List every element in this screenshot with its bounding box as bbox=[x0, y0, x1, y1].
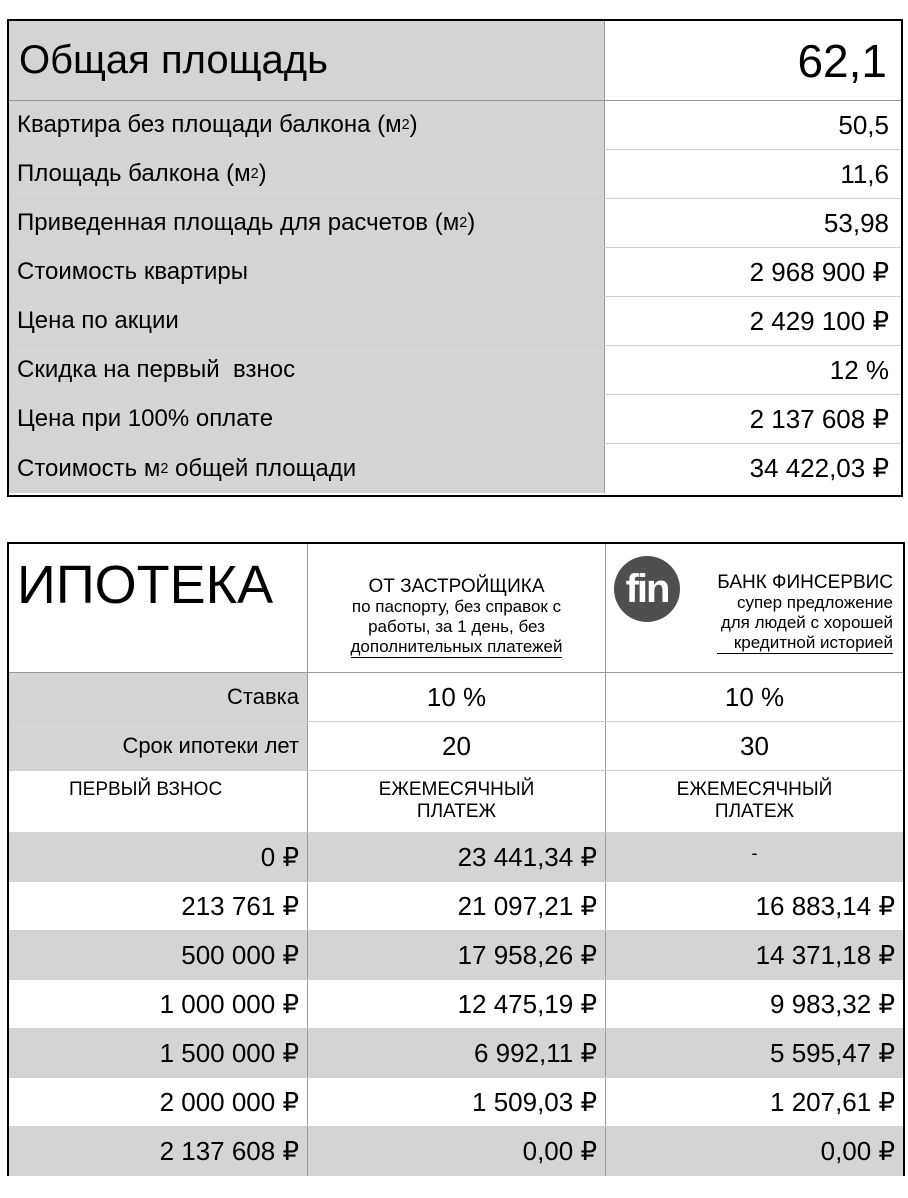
area-row-value: 34 422,03 ₽ bbox=[605, 444, 901, 493]
bank-payment-value: - bbox=[751, 843, 758, 863]
column-header-row bbox=[9, 771, 903, 833]
monthly-header-line2: ПЛАТЕЖ bbox=[714, 801, 795, 822]
label-text: Скидка на первый взнос bbox=[17, 356, 296, 383]
label-text: Цена по акции bbox=[17, 307, 179, 334]
developer-payment-value: 0,00 ₽ bbox=[308, 1127, 606, 1176]
area-row bbox=[9, 101, 901, 150]
payment-row bbox=[9, 980, 903, 1029]
term-row bbox=[9, 722, 903, 771]
area-row-value: 53,98 bbox=[605, 199, 901, 247]
down-payment-value: 1 500 000 ₽ bbox=[9, 1029, 308, 1077]
term-bank: 30 bbox=[606, 722, 903, 770]
bank-payment-value: 9 983,32 ₽ bbox=[770, 988, 895, 1019]
label-text: Цена при 100% оплате bbox=[17, 405, 274, 432]
mortgage-title: ИПОТЕКА bbox=[9, 544, 308, 672]
bank-text bbox=[717, 572, 893, 654]
bank-desc-1: супер предложение bbox=[736, 593, 893, 612]
bank-monthly-header bbox=[606, 771, 903, 832]
area-table bbox=[7, 19, 903, 497]
area-row bbox=[9, 346, 901, 395]
label-text: Стоимость м bbox=[17, 454, 161, 482]
payment-row bbox=[9, 1029, 903, 1078]
developer-payment-value: 6 992,11 ₽ bbox=[308, 1029, 606, 1077]
bank-payment-value: 0,00 ₽ bbox=[820, 1136, 895, 1166]
label-text-end: ) bbox=[467, 209, 476, 236]
down-payment-value: 2 000 000 ₽ bbox=[9, 1078, 308, 1126]
term-developer: 20 bbox=[308, 722, 606, 770]
area-row bbox=[9, 297, 901, 346]
developer-header bbox=[308, 544, 606, 672]
bank-payment-value: 1 207,61 ₽ bbox=[770, 1086, 895, 1117]
area-row-value: 11,6 bbox=[605, 150, 901, 198]
bank-header bbox=[606, 544, 903, 672]
label-text: Площадь балкона (м bbox=[17, 160, 251, 187]
area-row-label bbox=[9, 395, 605, 443]
mortgage-table bbox=[7, 542, 905, 1176]
label-text-end: общей площади bbox=[168, 454, 357, 482]
developer-payment-value: 1 509,03 ₽ bbox=[308, 1078, 606, 1126]
bank-payment-value: 5 595,47 ₽ bbox=[770, 1037, 895, 1068]
rate-developer: 10 % bbox=[308, 673, 606, 721]
monthly-header-line2: ПЛАТЕЖ bbox=[416, 801, 497, 822]
down-payment-value: 1 000 000 ₽ bbox=[9, 980, 308, 1028]
bank-payment-value: 16 883,14 ₽ bbox=[755, 890, 895, 921]
area-row-label: Приведенная площадь для расчетов (м 2 ) bbox=[9, 199, 605, 247]
finservice-logo: fin bbox=[614, 556, 680, 622]
label-text-end: ) bbox=[258, 160, 267, 187]
area-header-row bbox=[9, 21, 901, 101]
developer-desc-2: работы, за 1 день, без bbox=[368, 617, 545, 636]
area-row-label bbox=[9, 297, 605, 345]
area-row-value: 2 968 900 ₽ bbox=[605, 248, 901, 296]
area-row-label bbox=[9, 346, 605, 394]
area-row bbox=[9, 444, 901, 493]
down-payment-value: 0 ₽ bbox=[9, 833, 308, 881]
down-payment-value: 213 761 ₽ bbox=[9, 882, 308, 930]
payment-row bbox=[9, 1127, 903, 1176]
developer-desc-1: по паспорту, без справок с bbox=[351, 597, 562, 616]
developer-payment-value: 17 958,26 ₽ bbox=[308, 931, 606, 979]
area-row-label: Квартира без площади балкона (м 2 ) bbox=[9, 101, 605, 149]
developer-payment-value: 12 475,19 ₽ bbox=[308, 980, 606, 1028]
developer-monthly-header bbox=[308, 771, 606, 832]
developer-desc-3: дополнительных платежей bbox=[350, 637, 563, 656]
payment-row bbox=[9, 882, 903, 931]
payment-row bbox=[9, 833, 903, 882]
label-text: Стоимость квартиры bbox=[17, 258, 248, 285]
rate-row bbox=[9, 673, 903, 722]
down-payment-header: ПЕРВЫЙ ВЗНОС bbox=[9, 771, 308, 832]
area-total: 62,1 bbox=[605, 21, 901, 100]
area-row bbox=[9, 150, 901, 199]
bank-desc-2: для людей с хорошей bbox=[720, 613, 893, 632]
down-payment-value: 2 137 608 ₽ bbox=[9, 1127, 308, 1176]
developer-payment-value: 23 441,34 ₽ bbox=[308, 833, 606, 881]
area-row-value: 50,5 bbox=[605, 101, 901, 149]
area-row bbox=[9, 248, 901, 297]
term-label: Срок ипотеки лет bbox=[9, 722, 308, 770]
label-text: Приведенная площадь для расчетов (м bbox=[17, 209, 460, 236]
monthly-header-line1: ЕЖЕМЕСЯЧНЫЙ bbox=[676, 779, 833, 800]
bank-desc-3: кредитной историей bbox=[717, 633, 893, 654]
rate-label: Ставка bbox=[9, 673, 308, 721]
payment-row bbox=[9, 931, 903, 980]
area-row-value: 2 429 100 ₽ bbox=[605, 297, 901, 345]
label-text-end: ) bbox=[409, 111, 418, 138]
area-row-label: Стоимость м 2 общей площади bbox=[9, 444, 605, 493]
area-row-label bbox=[9, 248, 605, 296]
developer-payment-value: 21 097,21 ₽ bbox=[308, 882, 606, 930]
label-text: Квартира без площади балкона (м bbox=[17, 111, 402, 138]
bank-payment-value: 14 371,18 ₽ bbox=[755, 939, 895, 970]
bank-title: БАНК ФИНСЕРВИС bbox=[717, 572, 893, 593]
area-row-value: 12 % bbox=[605, 346, 901, 394]
area-row-value: 2 137 608 ₽ bbox=[605, 395, 901, 443]
down-payment-value: 500 000 ₽ bbox=[9, 931, 308, 979]
area-row-label: Площадь балкона (м 2 ) bbox=[9, 150, 605, 198]
area-title: Общая площадь bbox=[9, 21, 605, 100]
monthly-header-line1: ЕЖЕМЕСЯЧНЫЙ bbox=[378, 779, 535, 800]
rate-bank: 10 % bbox=[606, 673, 903, 721]
area-row bbox=[9, 395, 901, 444]
developer-title: ОТ ЗАСТРОЙЩИКА bbox=[368, 576, 545, 597]
mortgage-header-row bbox=[9, 544, 903, 673]
payment-row bbox=[9, 1078, 903, 1127]
area-row bbox=[9, 199, 901, 248]
